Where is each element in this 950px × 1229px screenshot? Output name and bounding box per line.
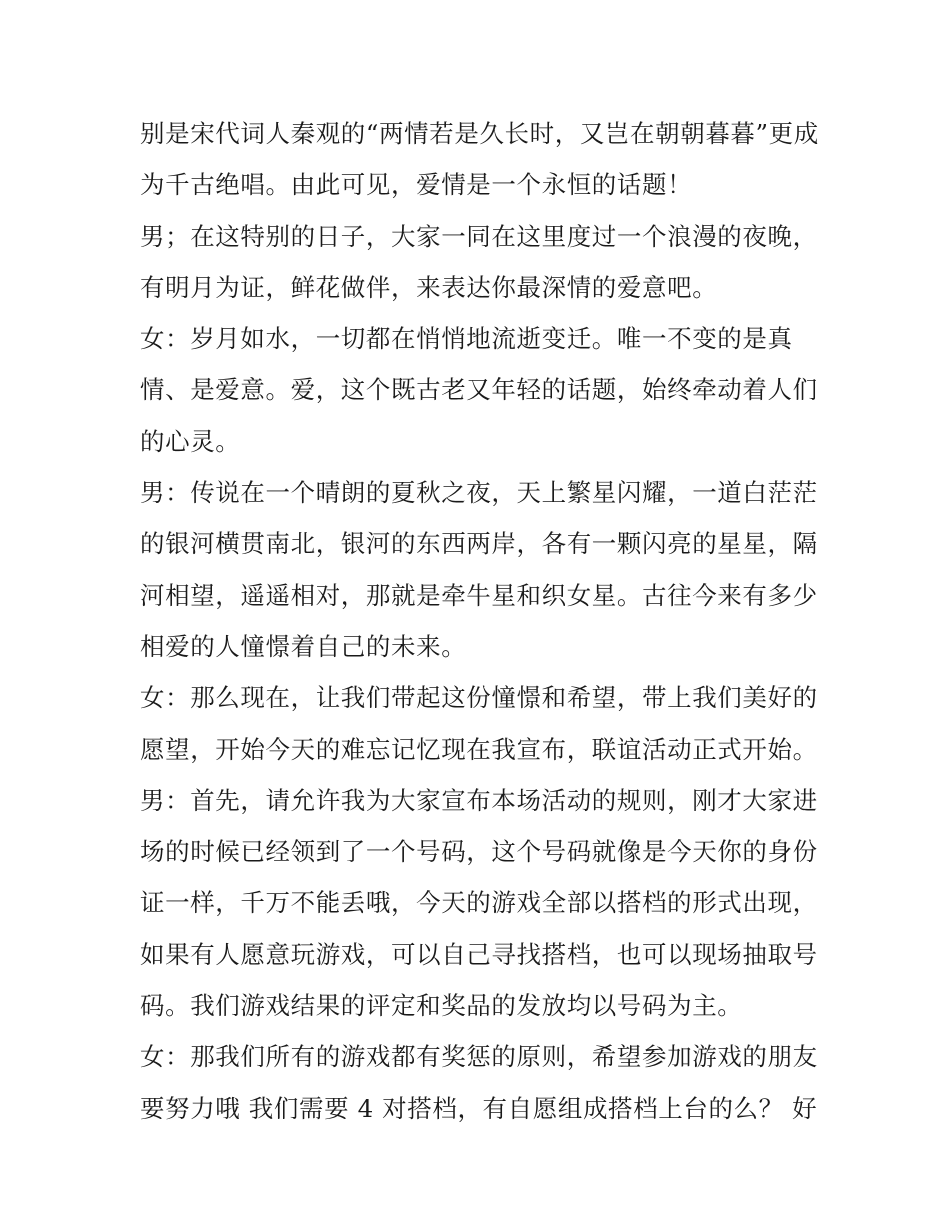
text-line: 男；在这特别的日子，大家一同在这里度过一个浪漫的夜晚，	[140, 221, 818, 251]
text-line: 码。我们游戏结果的评定和奖品的发放均以号码为主。	[140, 991, 743, 1021]
text-line: 女：那我们所有的游戏都有奖惩的原则，希望参加游戏的朋友	[140, 1042, 818, 1072]
text-line: 男：传说在一个晴朗的夏秋之夜，天上繁星闪耀，一道白茫茫	[140, 478, 818, 508]
text-line: 有明月为证，鲜花做伴，来表达你最深情的爱意吧。	[140, 272, 718, 302]
text-line: 情、是爱意。爱，这个既古老又年轻的话题，始终牵动着人们	[140, 375, 818, 405]
text-line: 河相望，遥遥相对，那就是牵牛星和织女星。古往今来有多少	[140, 580, 818, 610]
text-line: 男：首先，请允许我为大家宣布本场活动的规则，刚才大家进	[140, 785, 818, 815]
text-line: 相爱的人憧憬着自己的未来。	[140, 631, 467, 661]
text-line: 的银河横贯南北，银河的东西两岸，各有一颗闪亮的星星，隔	[140, 529, 818, 559]
text-line: 别是宋代词人秦观的“两情若是久长时，又岂在朝朝暮暮”更成	[140, 119, 819, 148]
text-line: 如果有人愿意玩游戏，可以自己寻找搭档，也可以现场抽取号	[140, 939, 818, 969]
text-line: 女：岁月如水，一切都在悄悄地流逝变迁。唯一不变的是真	[140, 324, 793, 354]
text-line: 场的时候已经领到了一个号码，这个号码就像是今天你的身份	[140, 837, 818, 867]
text-line: 愿望，开始今天的难忘记忆现在我宣布，联谊活动正式开始。	[140, 734, 818, 764]
script-text	[140, 108, 820, 1134]
text-line: 女：那么现在，让我们带起这份憧憬和希望，带上我们美好的	[140, 683, 818, 713]
text-line: 要努力哦 我们需要 4 对搭档，有自愿组成搭档上台的么？ 好	[140, 1093, 818, 1123]
text-line: 证一样，千万不能丢哦，今天的游戏全部以搭档的形式出现，	[140, 888, 818, 918]
text-line: 的心灵。	[140, 426, 241, 456]
text-line: 为千古绝唱。由此可见，爱情是一个永恒的话题！	[140, 170, 693, 200]
